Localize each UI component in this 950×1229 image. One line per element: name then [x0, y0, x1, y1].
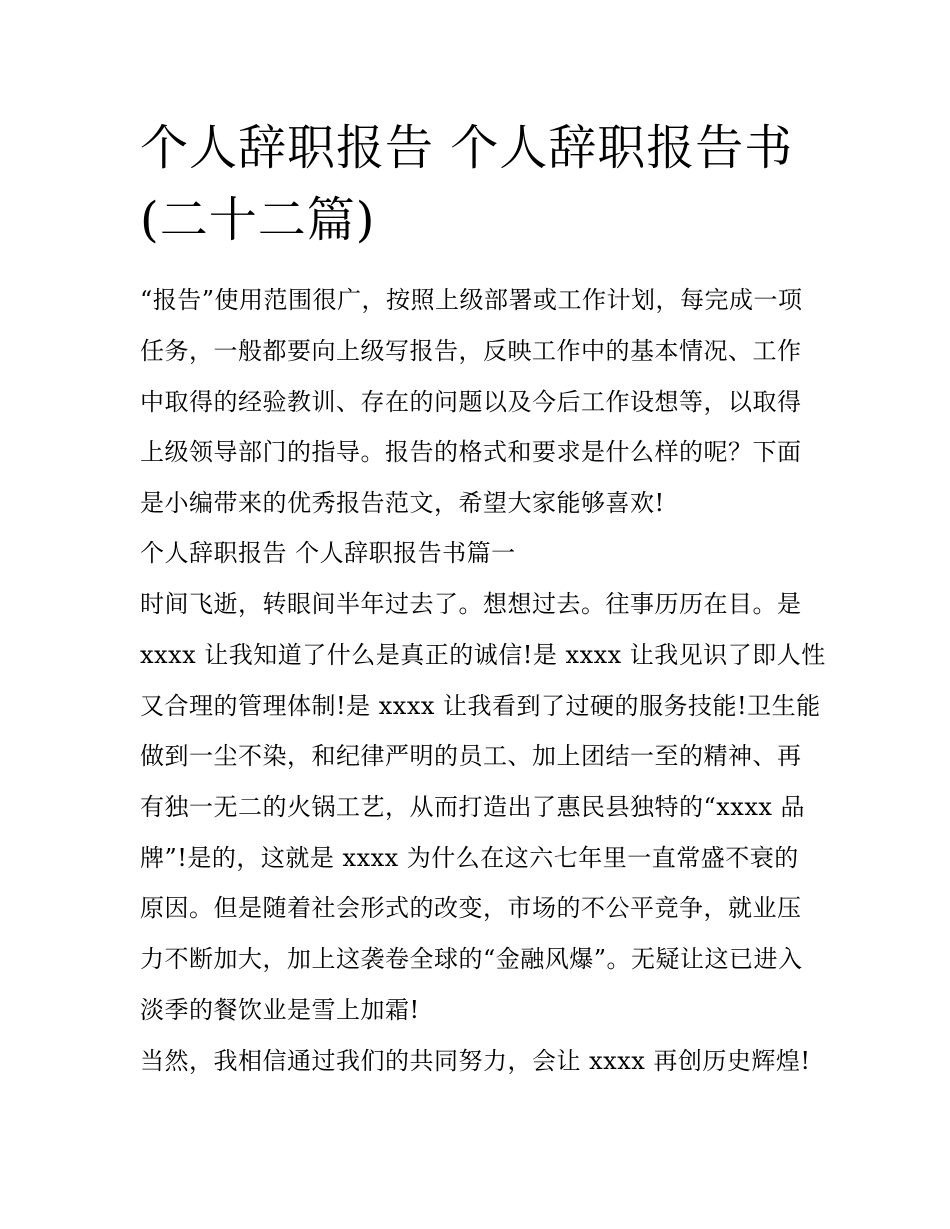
section-heading: 个人辞职报告 个人辞职报告书篇一 [140, 539, 516, 567]
title-line-2: (二十二篇) [140, 192, 376, 248]
intro-line-1: “报告”使用范围很广，按照上级部署或工作计划，每完成一项 [140, 286, 803, 314]
body-line-6: 牌”!是的，这就是 xxxx 为什么在这六七年里一直常盛不衰的 [140, 844, 799, 872]
document-title [140, 112, 820, 256]
body-line-4: 做到一尘不染，和纪律严明的员工、加上团结一至的精神、再 [140, 742, 802, 770]
body-line-7: 原因。但是随着社会形式的改变，市场的不公平竞争，就业压 [140, 894, 802, 922]
intro-line-3: 中取得的经验教训、存在的问题以及今后工作设想等，以取得 [140, 388, 802, 416]
intro-line-4: 上级领导部门的指导。报告的格式和要求是什么样的呢？下面 [140, 438, 802, 466]
body-line-2: xxxx 让我知道了什么是真正的诚信!是 xxxx 让我见识了即人性 [140, 641, 826, 669]
body-line-9: 淡季的餐饮业是雪上加霜! [140, 996, 420, 1024]
body-line-10: 当然，我相信通过我们的共同努力，会让 xxxx 再创历史辉煌! [140, 1047, 811, 1075]
title-line-1: 个人辞职报告 个人辞职报告书 [140, 120, 794, 176]
body-line-1: 时间飞逝，转眼间半年过去了。想想过去。往事历历在目。是 [140, 590, 802, 618]
intro-line-5: 是小编带来的优秀报告范文，希望大家能够喜欢! [140, 489, 665, 517]
intro-line-2: 任务，一般都要向上级写报告，反映工作中的基本情况、工作 [140, 337, 802, 365]
body-line-3: 又合理的管理体制!是 xxxx 让我看到了过硬的服务技能!卫生能 [140, 692, 821, 720]
body-line-8: 力不断加大，加上这袭卷全球的“金融风爆”。无疑让这已进入 [140, 945, 803, 973]
body-line-5: 有独一无二的火锅工艺，从而打造出了惠民县独特的“xxxx 品 [140, 793, 806, 821]
